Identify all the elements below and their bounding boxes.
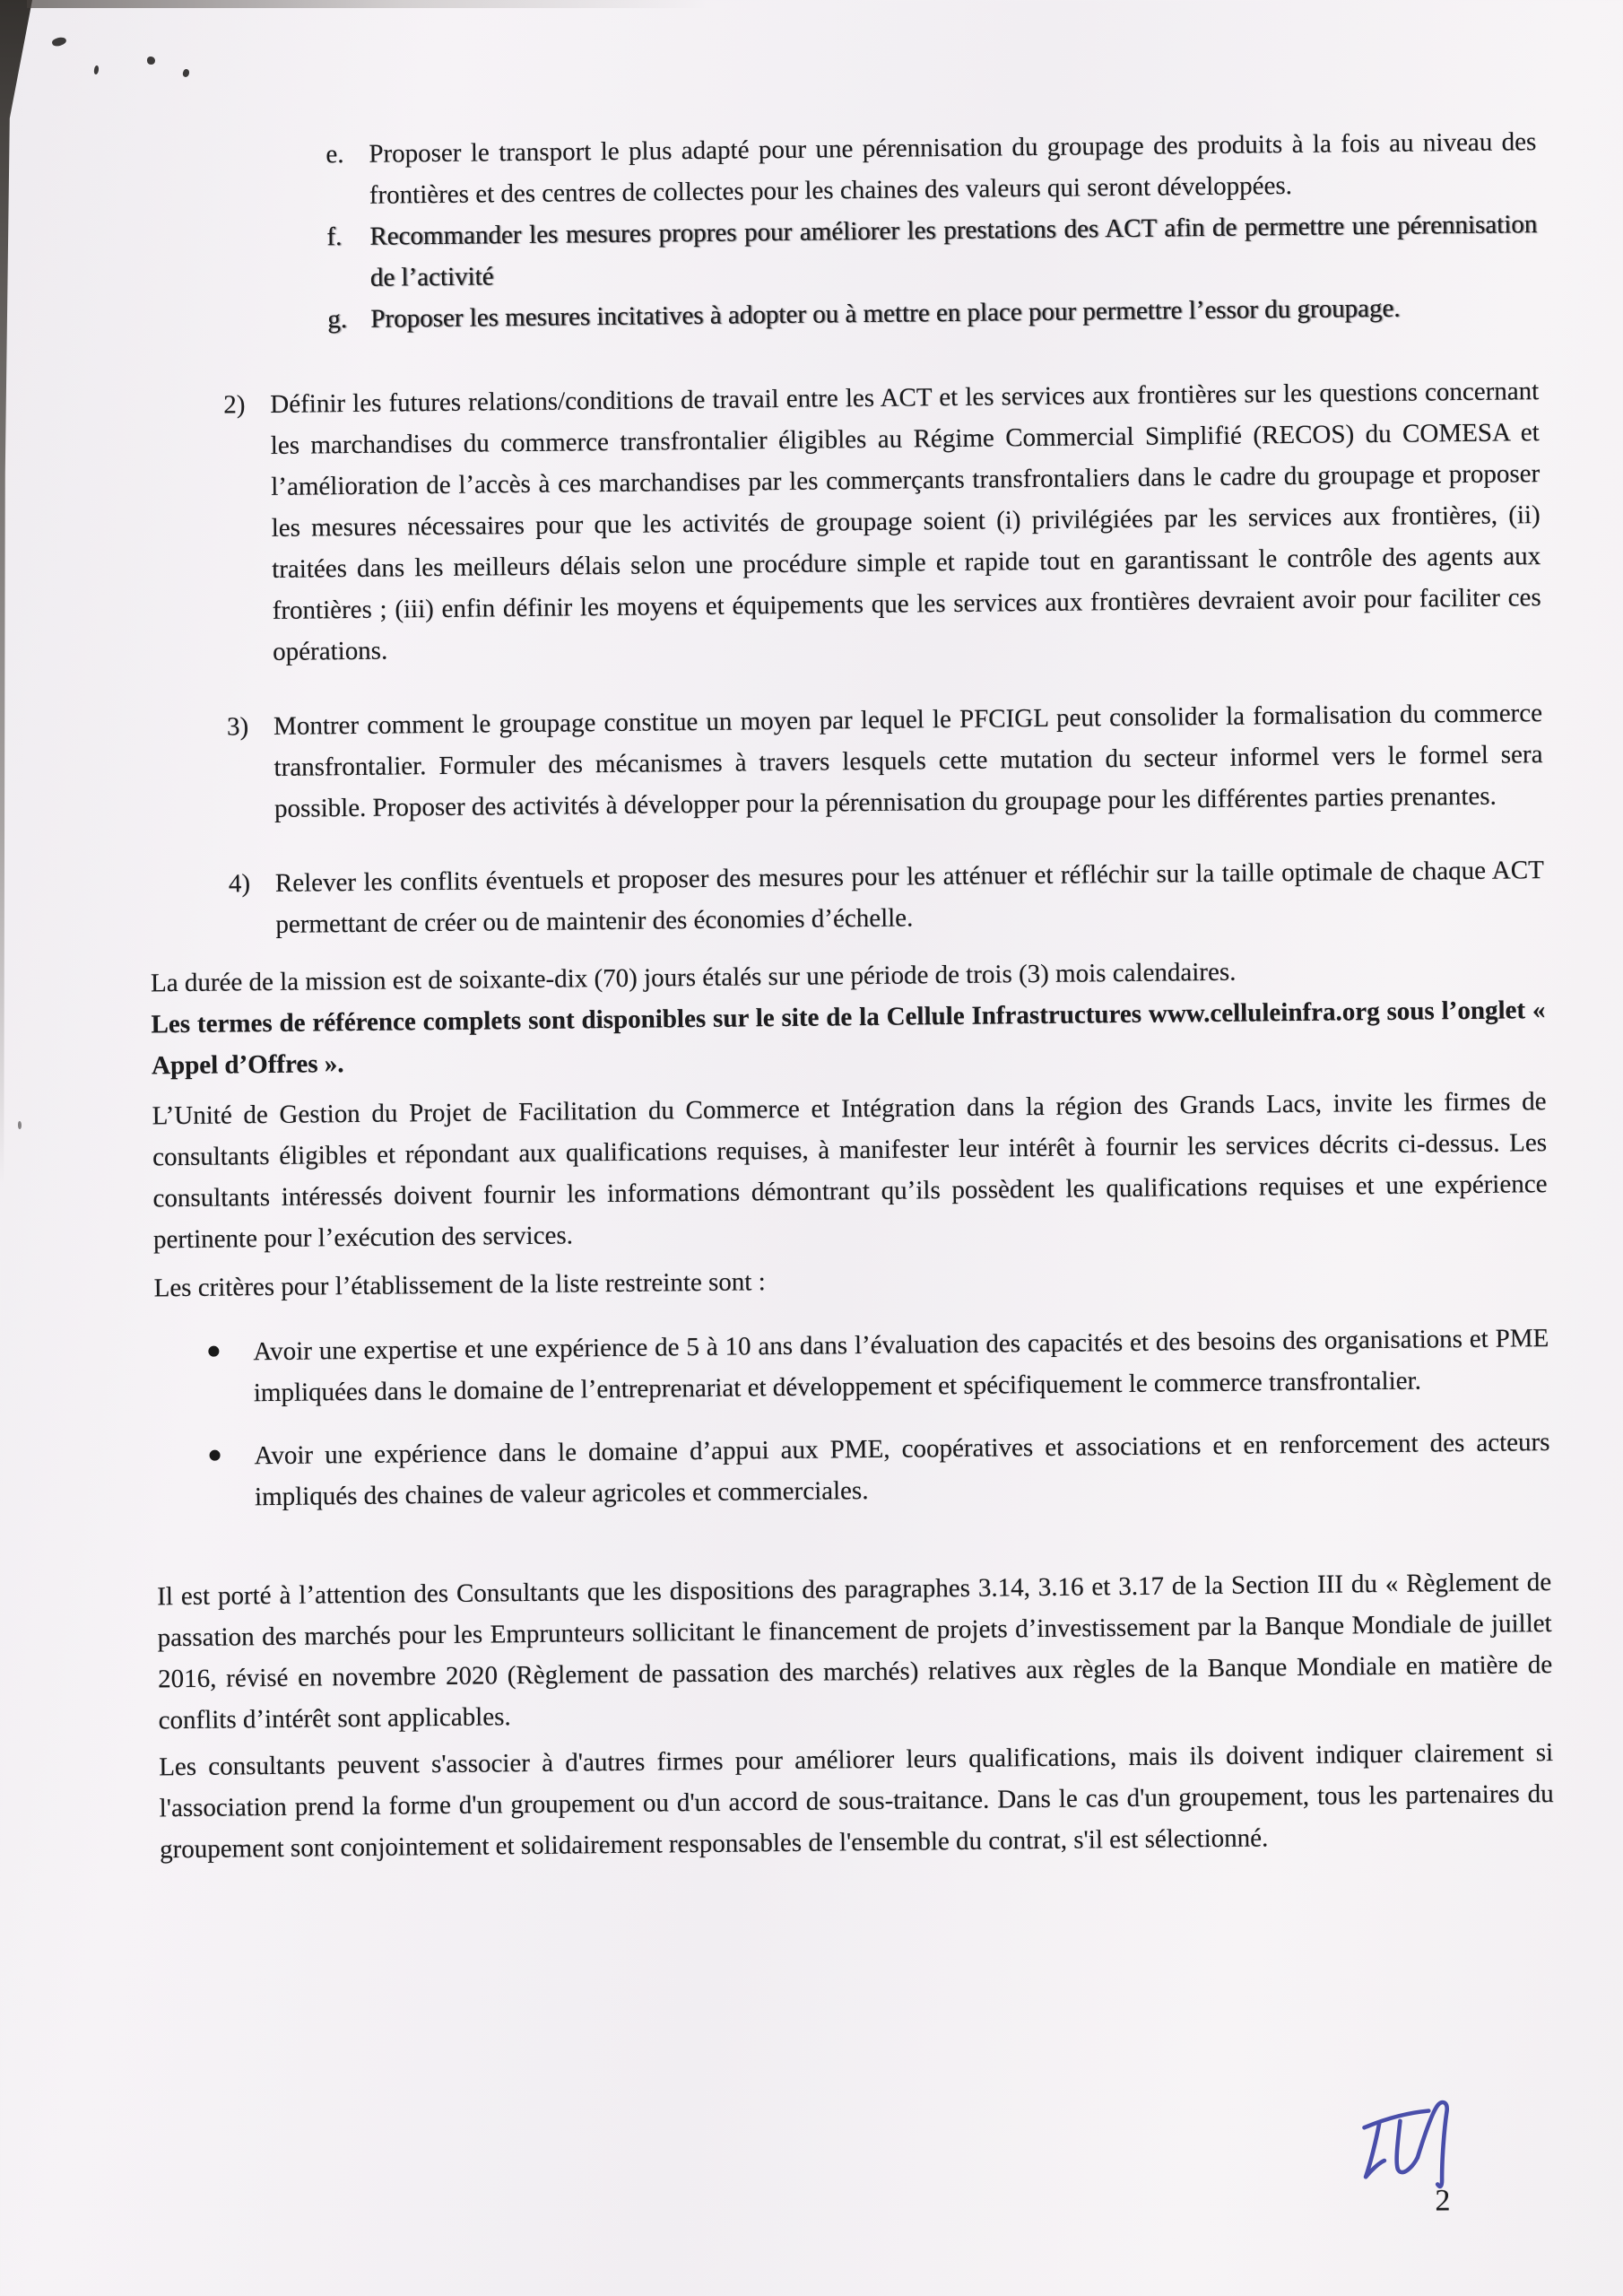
item-text: Relever les conflits éventuels et proposer des mesures pour les atténuer et réfléchir sur la taille optimale de chaque ACT permettant de créer ou de maintenir des économies d’échelle. [274, 856, 1545, 939]
list-item-3 [227, 692, 1543, 830]
item-marker: e. [325, 140, 344, 170]
paragraph-unite-gestion: L’Unité de Gestion du Projet de Facilitation du Commerce et Intégration dans la région des Grands Lacs, invite les firmes de consultants éligibles et répondant aux qualifications requises, à manifester leur intérêt à fournir les services décrits ci-dessus. Les consultants intéressés doivent fournir les informations démontrant qu’ils possèdent les qualifications requises et une expérience pertinente pour l’exécution des services. [152, 1087, 1548, 1255]
signature-scribble [1353, 2097, 1476, 2200]
item-text: Avoir une expérience dans le domaine d’appui aux PME, coopératives et associations et en renforcement des acteurs impliqués des chaines de valeur agricoles et commerciales. [254, 1428, 1550, 1512]
scan-edge-top [27, 0, 708, 8]
criteria-bullet-list [154, 1318, 1550, 1518]
item-marker: 3) [226, 712, 249, 742]
item-text: Proposer les mesures incitatives à adopter ou à mettre en place pour permettre l’essor du groupage. [370, 293, 1401, 334]
paragraph-criteria-intro: Les critères pour l’établissement de la liste restreinte sont : [153, 1267, 766, 1303]
criteria-item [209, 1422, 1550, 1518]
item-text: Recommander les mesures propres pour améliorer les prestations des ACT afin de permettre une pérennisation de l’activité [369, 210, 1538, 292]
item-marker: 4) [228, 869, 251, 899]
paragraph-duration: La durée de la mission est de soixante-dix (70) jours étalés sur une période de trois (3) mois calendaires. [150, 957, 1237, 998]
paragraph-attention: Il est porté à l’attention des Consultants que les dispositions des paragraphes 3.14, 3.16 et 3.17 de la Section III du « Règlement de passation des marchés pour les Emprunteurs sollicitant le financement de projets d’investissement par la Banque Mondiale de juillet 2016, révisé en novembre 2020 (Règlement de passation des marchés) relatives aux règles de la Banque Mondiale en matière de conflits d’intérêt sont applicables. [157, 1568, 1553, 1735]
list-item-f [326, 204, 1538, 299]
item-marker: g. [327, 305, 348, 335]
list-item-4 [229, 849, 1545, 945]
item-text: Définir les futures relations/conditions de travail entre les ACT et les services aux frontières sur les questions concernant les marchandises du commerce transfrontalier éligibles au Régime Commercial Simplifié (RECOS) du COMESA et l’amélioration de l’accès à ces marchandises par les commerçants transfrontaliers dans le cadre du groupage et proposer les mesures nécessaires pour que les activités de groupage soient (i) privilégiées par les services aux frontières, (ii) traitées dans les meilleurs délais selon une procédure simple et rapide tout en garantissant le contrôle des agents aux frontières ; (iii) enfin définir les moyens et équipements que les services aux frontières devraient avoir pour faciliter ces opérations. [270, 377, 1541, 666]
item-text: Proposer le transport le plus adapté pour une pérennisation du groupage des produits à la fois au niveau des frontières et des centres de collectes pour les chaines des valeurs qui seront développées. [369, 127, 1537, 210]
paragraph-association: Les consultants peuvent s'associer à d'autres firmes pour améliorer leurs qualifications, mais ils doivent indiquer clairement si l'association prend la forme d'un groupement ou d'un accord de sous-traitance. Dans le cas d'un groupement, tous les partenaires du groupement sont conjointement et solidairement responsables de l'ensemble du contrat, s'il est sélectionné. [159, 1738, 1554, 1865]
ink-speck [18, 1121, 22, 1129]
item-text: Avoir une expertise et une expérience de 5 à 10 ans dans l’évaluation des capacités et des besoins des organisations et PME impliquées dans le domaine de l’entreprenariat et développement et spécifiquement le commerce transfrontalier. [253, 1324, 1549, 1408]
item-marker: f. [326, 222, 343, 252]
ink-speck [147, 57, 155, 65]
criteria-item [208, 1318, 1549, 1414]
bullet-icon [209, 1435, 254, 1461]
list-item-e [325, 121, 1537, 216]
lettered-list [142, 121, 1538, 342]
bullet-icon [208, 1331, 253, 1357]
item-text: Montrer comment le groupage constitue un moyen par lequel le PFCIGL peut consolider la formalisation du commerce transfrontalier. Formuler des mécanismes à travers lesquels cette mutation du secteur informel vers le formel sera possible. Proposer des activités à développer pour la pérennisation du groupage pour les différentes parties prenantes. [273, 699, 1543, 823]
page-number: 2 [1435, 2184, 1451, 2218]
item-marker: 2) [223, 390, 246, 420]
list-item-2 [223, 370, 1541, 673]
paragraph-terms-bold: Les termes de référence complets sont disponibles sur le site de la Cellule Infrastructures www.celluleinfra.org sous l’onglet « Appel d’Offres ». [151, 996, 1546, 1081]
numbered-list [144, 370, 1544, 946]
